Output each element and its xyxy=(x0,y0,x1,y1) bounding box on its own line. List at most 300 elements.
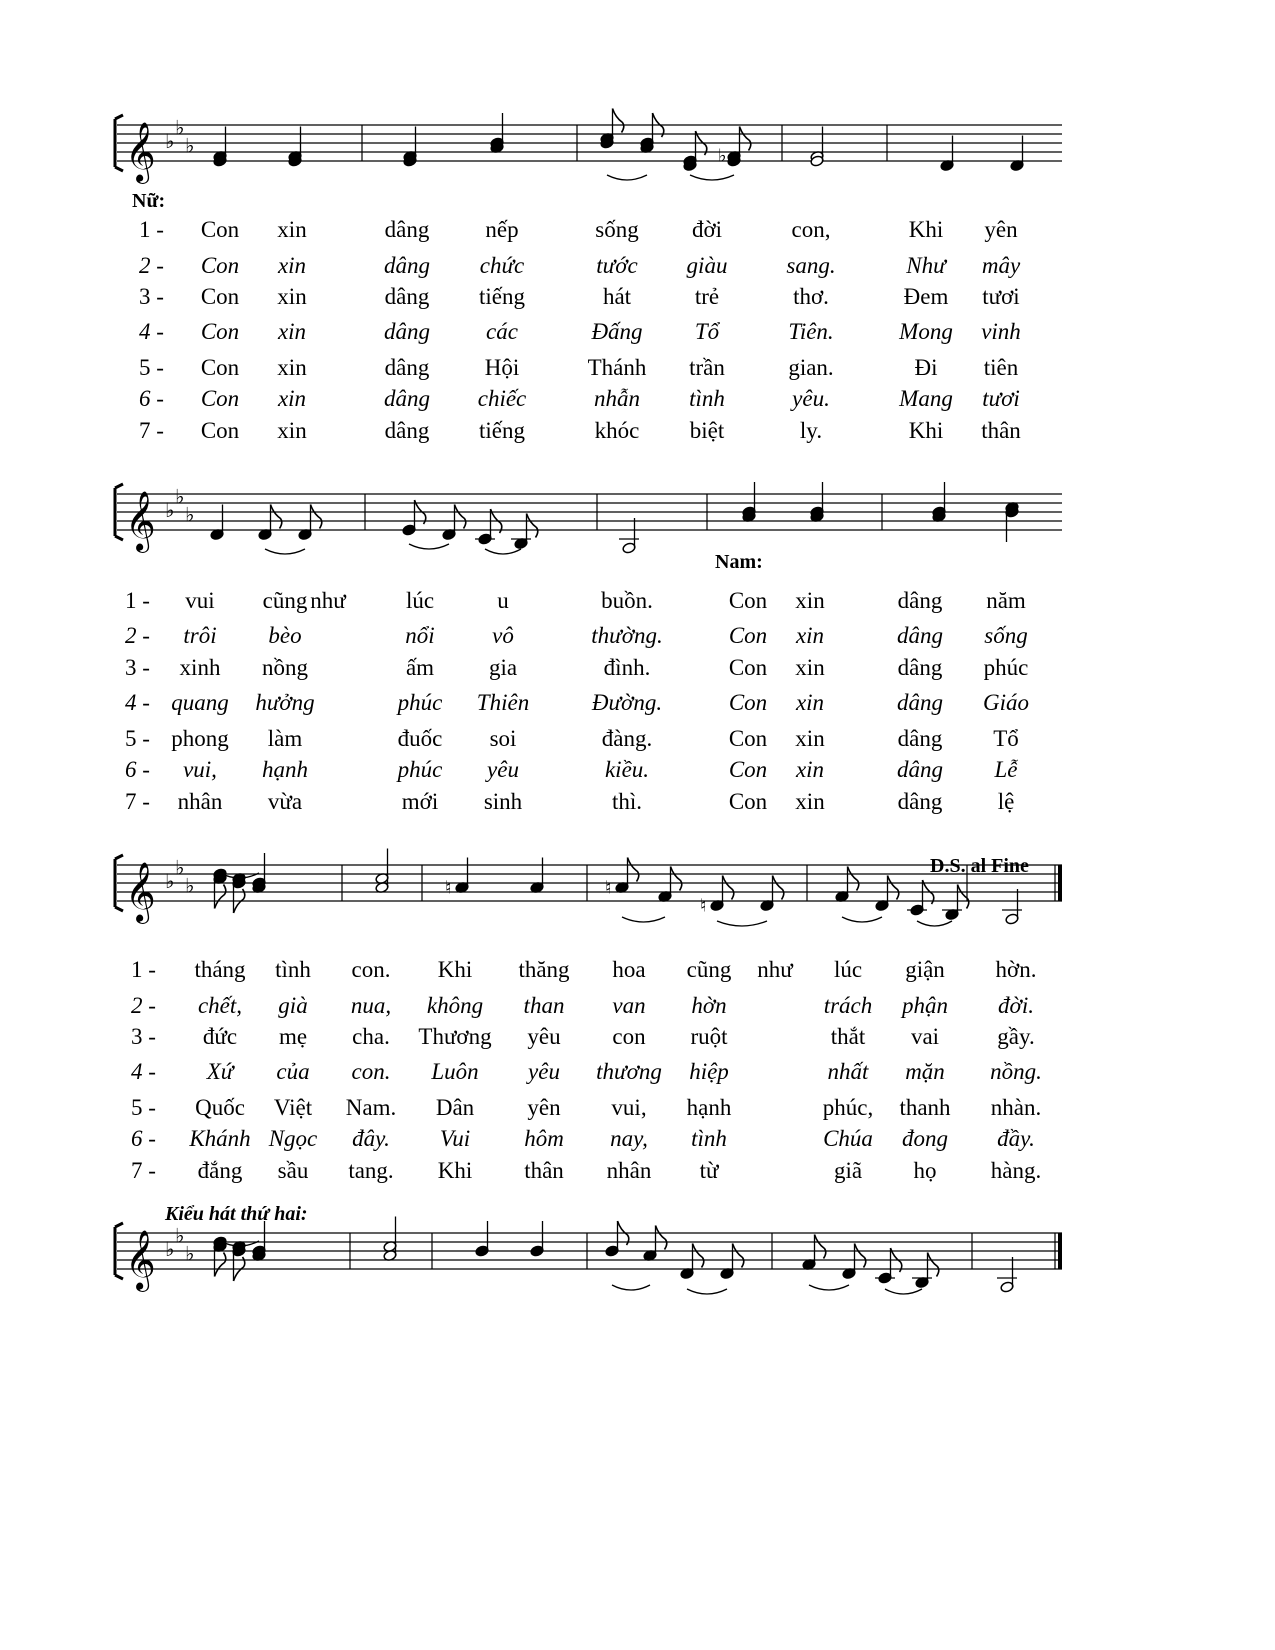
lyric-syllable: dâng xyxy=(384,217,430,242)
lyric-syllable: xin xyxy=(277,319,307,344)
lyric-syllable: cũng xyxy=(686,957,732,982)
lyric-syllable: mây xyxy=(981,253,1021,278)
lyric-syllable: Khi xyxy=(908,217,944,242)
slur xyxy=(917,921,952,926)
lyric-syllable: phúc, xyxy=(822,1095,874,1120)
eighth-flag xyxy=(928,1253,939,1277)
lyric-syllable: chết, xyxy=(197,993,243,1018)
natural-sign-icon: ♮ xyxy=(445,877,452,899)
slur xyxy=(485,549,521,554)
lyric-syllable: Chúa xyxy=(823,1126,873,1151)
lyric-syllable: xin xyxy=(795,789,825,814)
lyric-syllable: con, xyxy=(791,217,831,242)
verse-number: 3 - xyxy=(131,1024,156,1049)
lyric-syllable: không xyxy=(426,993,484,1018)
lyric-syllable: bèo xyxy=(268,623,302,648)
verse-number: 7 - xyxy=(131,1158,156,1183)
nu-label: Nữ: xyxy=(132,190,166,212)
verse-line xyxy=(0,284,1275,316)
slur xyxy=(717,921,767,926)
lyric-syllable: làm xyxy=(267,726,303,751)
flat-sign-icon: ♭ xyxy=(185,1241,195,1266)
lyric-syllable: ruột xyxy=(690,1024,728,1049)
lyric-syllable: thân xyxy=(524,1158,564,1183)
lyric-syllable: khóc xyxy=(594,418,640,443)
lyric-syllable: tang. xyxy=(348,1158,394,1183)
lyric-syllable: xin xyxy=(277,284,307,309)
lyric-syllable: phúc xyxy=(397,690,443,715)
flat-sign-icon: ♭ xyxy=(185,133,195,158)
lyric-syllable: biệt xyxy=(689,418,725,443)
lyric-syllable: phúc xyxy=(397,757,443,782)
lyric-syllable: đong xyxy=(902,1126,948,1151)
lyric-syllable: dâng xyxy=(384,386,430,411)
lyric-syllable: thương xyxy=(596,1059,662,1084)
lyric-syllable: nồng. xyxy=(990,1059,1042,1084)
lyric-syllable: yên xyxy=(984,217,1018,242)
lyric-syllable: dâng xyxy=(384,418,430,443)
lyric-syllable: Giáo xyxy=(983,690,1029,715)
natural-sign-icon: ♮ xyxy=(700,895,707,917)
ds-al-fine-label: D.S. al Fine xyxy=(930,855,1029,877)
eighth-flag xyxy=(740,127,751,151)
lyric-syllable: xinh xyxy=(179,655,221,680)
lyric-syllable: yêu xyxy=(527,1024,561,1049)
verse-number: 6 - xyxy=(131,1126,156,1151)
verse-line xyxy=(0,726,1275,758)
lyric-syllable: tình xyxy=(275,957,311,982)
lyric-syllable: Hội xyxy=(484,355,520,380)
lyric-syllable: xin xyxy=(277,418,307,443)
treble-clef-icon: 𝄞 xyxy=(125,122,156,182)
flat-sign-icon: ♭ xyxy=(175,855,185,880)
lyric-syllable: xin xyxy=(277,355,307,380)
verse-number: 5 - xyxy=(139,355,164,380)
verse-number: 7 - xyxy=(125,789,150,814)
lyric-syllable: phận xyxy=(902,993,948,1018)
lyric-syllable: già xyxy=(278,993,308,1018)
eighth-flag xyxy=(815,1235,826,1259)
treble-clef-icon: 𝄞 xyxy=(125,862,156,922)
lyric-syllable: Dân xyxy=(435,1095,475,1120)
lyric-syllable: chức xyxy=(479,253,525,278)
slur xyxy=(612,1285,650,1290)
lyric-syllable: Đem xyxy=(903,284,949,309)
lyric-syllable: xin xyxy=(795,690,825,715)
lyric-syllable: sống xyxy=(984,623,1028,648)
lyric-syllable: Thiên xyxy=(476,690,530,715)
verse-number: 2 - xyxy=(139,253,164,278)
flat-sign-icon: ♭ xyxy=(175,1223,185,1248)
lyric-syllable: hạnh xyxy=(262,757,308,782)
lyric-syllable: dâng xyxy=(897,726,943,751)
eighth-flag xyxy=(723,876,734,900)
eighth-flag xyxy=(215,885,226,909)
verse-line xyxy=(0,655,1275,687)
staff-svg xyxy=(117,484,1062,564)
lyric-syllable: tình xyxy=(689,386,725,411)
lyric-syllable: soi xyxy=(489,726,517,751)
lyric-syllable: trẻ xyxy=(694,284,720,309)
lyric-syllable: hát xyxy=(602,284,632,309)
verse-line xyxy=(0,319,1275,351)
lyric-syllable: vô xyxy=(492,623,514,648)
slur xyxy=(885,1289,922,1294)
lyric-syllable: giã xyxy=(833,1158,863,1183)
lyric-syllable: vui xyxy=(185,588,215,613)
lyric-syllable: phong xyxy=(171,726,229,751)
eighth-flag xyxy=(671,867,682,891)
lyric-syllable: thì. xyxy=(611,789,643,814)
lyric-syllable: thường. xyxy=(591,623,663,648)
verse-number: 6 - xyxy=(139,386,164,411)
slur xyxy=(690,175,734,180)
eighth-flag xyxy=(733,1244,744,1268)
lyric-syllable: xin xyxy=(277,386,307,411)
verse-number: 6 - xyxy=(125,757,150,782)
lyric-syllable: tước xyxy=(596,253,638,278)
lyric-syllable: thanh xyxy=(899,1095,951,1120)
verse-number: 5 - xyxy=(125,726,150,751)
verse-number: 2 - xyxy=(131,993,156,1018)
lyric-syllable: tình xyxy=(691,1126,727,1151)
lyric-syllable: hôm xyxy=(524,1126,564,1151)
verse-number: 5 - xyxy=(131,1095,156,1120)
lyric-syllable: dâng xyxy=(384,253,430,278)
lyric-syllable: Nam. xyxy=(345,1095,397,1120)
lyric-syllable: đàng. xyxy=(601,726,653,751)
lyric-syllable: Con xyxy=(200,253,240,278)
lyric-syllable: phúc xyxy=(983,655,1029,680)
lyric-syllable: đầy. xyxy=(997,1126,1035,1151)
verse-number: 3 - xyxy=(139,284,164,309)
treble-clef-icon: 𝄞 xyxy=(125,1230,156,1290)
lyric-syllable: lúc xyxy=(405,588,435,613)
lyric-syllable: lệ xyxy=(997,789,1015,814)
slur xyxy=(842,917,882,922)
flat-sign-icon: ♭ xyxy=(175,484,185,509)
verse-line xyxy=(0,418,1275,450)
lyric-syllable: năm xyxy=(986,588,1026,613)
lyric-syllable: Lễ xyxy=(994,757,1018,782)
flat-sign-icon: ♭ xyxy=(165,1237,175,1261)
verse-line xyxy=(0,386,1275,418)
lyric-syllable: Con xyxy=(200,319,240,344)
lyric-syllable: Con xyxy=(200,284,240,309)
lyric-syllable: chiếc xyxy=(477,386,527,411)
nam-label: Nam: xyxy=(715,551,763,573)
lyric-syllable: Thương xyxy=(418,1024,492,1049)
staff-svg xyxy=(117,855,1062,935)
eighth-flag xyxy=(773,876,784,900)
lyric-syllable: xin xyxy=(795,655,825,680)
slur xyxy=(622,917,665,922)
lyric-syllable: Luôn xyxy=(431,1059,479,1084)
lyric-syllable: trách xyxy=(823,993,873,1018)
staff-svg xyxy=(117,1223,1062,1303)
music-staff-system-3 xyxy=(117,855,1117,922)
slur xyxy=(607,175,647,180)
lyric-syllable: vừa xyxy=(267,789,303,814)
verse-line xyxy=(0,623,1275,655)
lyric-syllable: vui, xyxy=(611,1095,647,1120)
lyric-syllable: từ xyxy=(699,1158,719,1183)
eighth-flag xyxy=(455,505,466,529)
lyric-syllable: quang xyxy=(171,690,229,715)
lyric-syllable: ấm xyxy=(405,655,435,680)
lyric-syllable: Tổ xyxy=(993,726,1019,751)
lyric-syllable: vinh xyxy=(981,319,1021,344)
lyric-syllable: sống xyxy=(595,217,639,242)
flat-sign-icon: ♭ xyxy=(185,502,195,527)
lyric-syllable: Con xyxy=(200,418,240,443)
lyric-syllable: Khi xyxy=(437,1158,473,1183)
lyric-syllable: xin xyxy=(277,217,307,242)
lyric-syllable: hoa xyxy=(612,957,646,982)
lyric-syllable: đức xyxy=(202,1024,238,1049)
lyric-syllable: con. xyxy=(351,1059,391,1084)
lyric-syllable: Khi xyxy=(908,418,944,443)
lyric-syllable: hờn. xyxy=(995,957,1037,982)
eighth-flag xyxy=(271,505,282,529)
lyric-syllable: dâng xyxy=(897,690,943,715)
lyric-syllable: gian. xyxy=(788,355,834,380)
lyric-syllable: hàng. xyxy=(990,1158,1042,1183)
verse-number: 1 - xyxy=(125,588,150,613)
lyric-syllable: buồn. xyxy=(601,588,653,613)
verse-line xyxy=(0,789,1275,821)
natural-sign-icon: ♮ xyxy=(605,877,612,899)
lyric-syllable: con. xyxy=(351,957,391,982)
lyric-syllable: dâng xyxy=(384,319,430,344)
lyric-syllable: giận xyxy=(905,957,945,982)
lyric-syllable: gầy. xyxy=(997,1024,1035,1049)
lyric-syllable: nồng xyxy=(262,655,308,680)
flat-sign-icon: ♭ xyxy=(165,498,175,522)
lyric-syllable: nay, xyxy=(610,1126,648,1151)
lyric-syllable: Ngọc xyxy=(268,1126,318,1151)
verse-line xyxy=(0,957,1275,989)
verse-number: 4 - xyxy=(125,690,150,715)
lyric-syllable: dâng xyxy=(897,757,943,782)
lyric-syllable: sinh xyxy=(483,789,523,814)
verse-line xyxy=(0,757,1275,789)
lyric-syllable: nhàn. xyxy=(990,1095,1042,1120)
lyric-syllable: kiều. xyxy=(604,757,650,782)
verse-line xyxy=(0,993,1275,1025)
lyric-syllable: họ xyxy=(913,1158,937,1183)
lyric-syllable: nua, xyxy=(350,993,392,1018)
flat-sign-icon: ♭ xyxy=(165,869,175,893)
flat-sign-icon: ♭ xyxy=(165,129,175,153)
lyric-syllable: xin xyxy=(795,726,825,751)
lyric-syllable: dâng xyxy=(384,284,430,309)
flat-sign-icon: ♭ xyxy=(175,115,185,140)
lyric-syllable: tươi xyxy=(982,386,1020,411)
lyric-syllable: Đi xyxy=(914,355,938,380)
lyric-syllable: tiếng xyxy=(479,284,525,309)
lyric-syllable: Tiên. xyxy=(788,319,834,344)
slur xyxy=(687,1289,727,1294)
lyric-syllable: yên xyxy=(527,1095,561,1120)
lyric-syllable: ly. xyxy=(799,418,823,443)
lyric-syllable: thắt xyxy=(830,1024,866,1049)
lyric-syllable: dâng xyxy=(897,588,943,613)
lyric-syllable: gia xyxy=(488,655,518,680)
lyric-syllable: nhân xyxy=(606,1158,652,1183)
verse-line xyxy=(0,1095,1275,1127)
lyric-syllable: Xứ xyxy=(206,1059,234,1084)
lyric-syllable: mặn xyxy=(905,1059,945,1084)
eighth-flag xyxy=(855,1244,866,1268)
lyric-syllable: sang. xyxy=(786,253,836,278)
lyric-syllable: mới xyxy=(401,789,439,814)
lyric-syllable: Tổ xyxy=(694,319,720,344)
eighth-flag xyxy=(613,109,624,133)
lyric-syllable: Con xyxy=(728,655,768,680)
lyric-syllable: lúc xyxy=(833,957,863,982)
lyric-syllable: thân xyxy=(981,418,1021,443)
kieu-hat-thu-hai-label: Kiểu hát thứ hai: xyxy=(165,1203,308,1225)
lyric-syllable: Quốc xyxy=(195,1095,245,1120)
lyric-syllable: trần xyxy=(689,355,725,380)
lyric-syllable: nhẫn xyxy=(594,386,640,411)
lyric-syllable: sầu xyxy=(277,1158,309,1183)
lyric-syllable: xin xyxy=(795,588,825,613)
lyric-syllable: trôi xyxy=(183,623,217,648)
lyric-syllable: Con xyxy=(200,355,240,380)
lyric-syllable: Khánh xyxy=(189,1126,251,1151)
lyric-syllable: cũng xyxy=(262,588,308,613)
lyric-syllable: van xyxy=(612,993,646,1018)
verse-number: 2 - xyxy=(125,623,150,648)
slur xyxy=(809,1285,849,1290)
lyric-syllable: đây. xyxy=(352,1126,390,1151)
lyric-syllable: Như xyxy=(906,253,946,278)
lyric-syllable: Con xyxy=(200,386,240,411)
lyric-syllable: tiên xyxy=(983,355,1019,380)
lyric-syllable: như xyxy=(310,588,346,613)
lyric-syllable: yêu xyxy=(487,757,519,782)
lyric-syllable: nổi xyxy=(405,623,435,648)
lyric-syllable: dâng xyxy=(897,789,943,814)
eighth-flag xyxy=(693,1244,704,1268)
lyric-syllable: Con xyxy=(728,757,768,782)
lyric-syllable: thăng xyxy=(518,957,570,982)
lyric-syllable: vui, xyxy=(183,757,217,782)
verse-number: 1 - xyxy=(139,217,164,242)
lyric-syllable: yêu xyxy=(528,1059,560,1084)
lyric-syllable: dâng xyxy=(897,655,943,680)
eighth-flag xyxy=(656,1226,667,1250)
lyric-syllable: Con xyxy=(728,588,768,613)
eighth-flag xyxy=(215,1253,226,1277)
lyric-syllable: cha. xyxy=(352,1024,390,1049)
lyric-syllable: Thánh xyxy=(587,355,647,380)
lyric-syllable: Con xyxy=(728,726,768,751)
lyric-syllable: đình. xyxy=(603,655,651,680)
lyric-syllable: Con xyxy=(728,690,768,715)
lyric-syllable: dâng xyxy=(384,355,430,380)
lyric-syllable: Mong xyxy=(899,319,953,344)
eighth-flag xyxy=(888,876,899,900)
lyric-syllable: nhân xyxy=(177,789,223,814)
flat-sign-icon: ♭ xyxy=(718,145,727,167)
lyric-syllable: đời xyxy=(691,217,723,242)
lyric-syllable: như xyxy=(757,957,793,982)
lyric-syllable: Việt xyxy=(273,1095,313,1120)
lyric-syllable: tiếng xyxy=(479,418,525,443)
verse-line xyxy=(0,690,1275,722)
lyric-syllable: mẹ xyxy=(278,1024,308,1049)
verse-line xyxy=(0,588,1275,620)
lyric-syllable: đắng xyxy=(197,1158,243,1183)
lyric-syllable: hưởng xyxy=(255,690,315,715)
lyric-syllable: Khi xyxy=(437,957,473,982)
eighth-flag xyxy=(848,867,859,891)
verse-number: 4 - xyxy=(139,319,164,344)
lyric-syllable: xin xyxy=(795,757,825,782)
verse-line xyxy=(0,1126,1275,1158)
lyric-syllable: vai xyxy=(910,1024,940,1049)
lyric-syllable: Vui xyxy=(439,1126,471,1151)
lyric-syllable: nhất xyxy=(827,1059,869,1084)
lyric-syllable: các xyxy=(486,319,518,344)
verse-line xyxy=(0,253,1275,285)
lyric-syllable: của xyxy=(276,1059,310,1084)
slur xyxy=(409,544,449,549)
lyric-syllable: dâng xyxy=(897,623,943,648)
lyric-syllable: u xyxy=(497,588,509,613)
treble-clef-icon: 𝄞 xyxy=(125,491,156,551)
lyric-syllable: giàu xyxy=(686,253,728,278)
lyric-syllable: than xyxy=(523,993,565,1018)
lyric-syllable: tươi xyxy=(982,284,1020,309)
lyric-syllable: hạnh xyxy=(686,1095,732,1120)
lyric-syllable: Đấng xyxy=(591,319,643,344)
lyric-syllable: Con xyxy=(200,217,240,242)
verse-line xyxy=(0,1059,1275,1091)
lyric-syllable: hờn xyxy=(691,993,727,1018)
lyric-syllable: hiệp xyxy=(689,1059,729,1084)
lyric-syllable: Đường. xyxy=(591,690,663,715)
eighth-flag xyxy=(628,858,639,882)
verse-number: 1 - xyxy=(131,957,156,982)
lyric-syllable: nếp xyxy=(485,217,519,242)
lyric-syllable: xin xyxy=(795,623,825,648)
eighth-flag xyxy=(527,514,538,538)
verse-number: 4 - xyxy=(131,1059,156,1084)
lyric-syllable: xin xyxy=(277,253,307,278)
lyric-syllable: Con xyxy=(728,623,768,648)
verse-number: 7 - xyxy=(139,418,164,443)
lyric-syllable: tháng xyxy=(194,957,246,982)
staff-svg xyxy=(117,115,1062,195)
slur xyxy=(265,549,305,554)
verse-line xyxy=(0,355,1275,387)
lyric-syllable: Mang xyxy=(899,386,953,411)
verse-number: 3 - xyxy=(125,655,150,680)
lyric-syllable: yêu. xyxy=(792,386,830,411)
eighth-flag xyxy=(311,505,322,529)
flat-sign-icon: ♭ xyxy=(185,873,195,898)
lyric-syllable: Con xyxy=(728,789,768,814)
lyric-syllable: đời. xyxy=(998,993,1034,1018)
verse-line xyxy=(0,1158,1275,1190)
music-staff-system-2 xyxy=(117,484,1117,551)
music-staff-system-4 xyxy=(117,1223,1117,1290)
verse-line xyxy=(0,1024,1275,1056)
